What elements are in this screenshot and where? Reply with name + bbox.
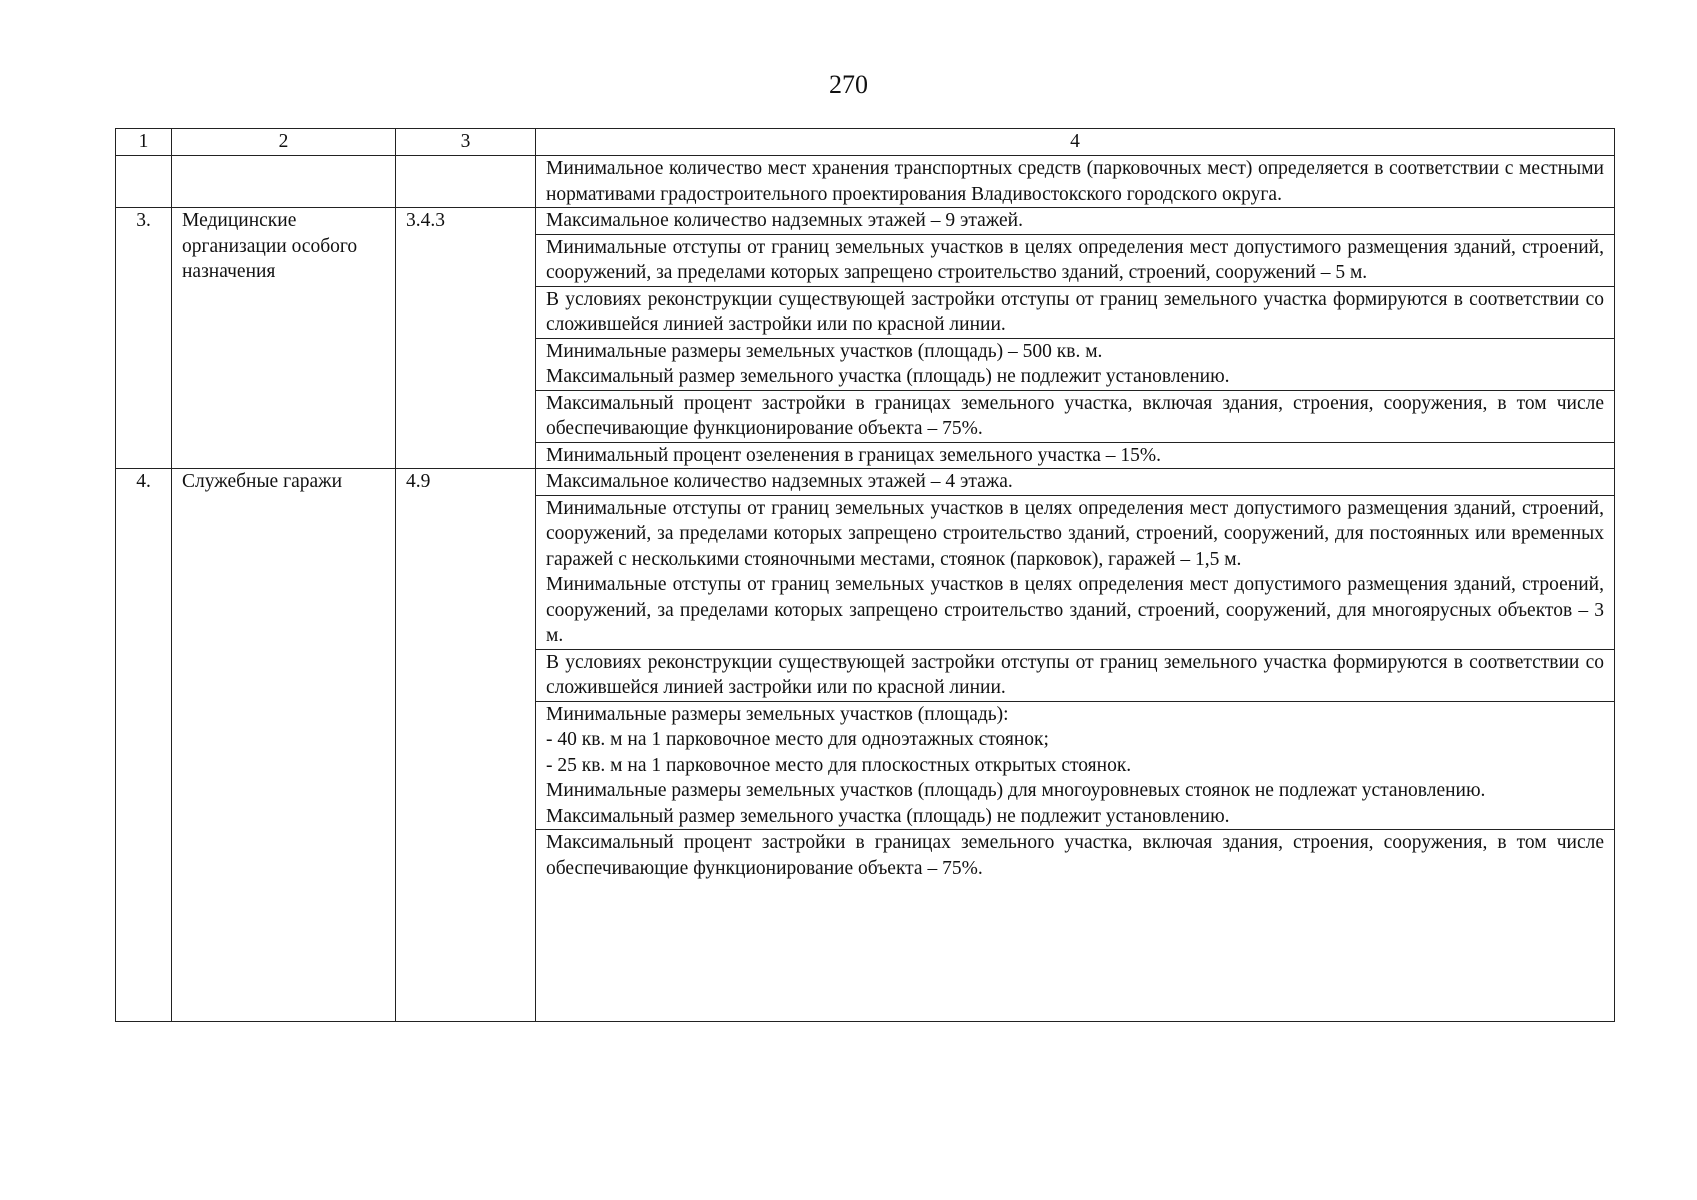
parameter-cell	[536, 208, 1615, 235]
parameter-cell	[536, 390, 1615, 442]
parameter-text: В условиях реконструкции существующей застройки отступы от границ земельного участка формируются в соответствии со сложившейся линией застройки или по красной линии.	[546, 288, 1604, 335]
use-code-cell: 3.4.3	[396, 208, 536, 469]
parameter-text: Максимальный размер земельного участка (площадь) не подлежит установлению.	[546, 805, 1230, 827]
table-row	[116, 469, 1615, 496]
parameter-cell	[536, 649, 1615, 701]
table-row	[116, 156, 1615, 208]
parameter-text: Минимальный процент озеленения в границах земельного участка – 15%.	[546, 444, 1162, 466]
parameter-text: Минимальное количество мест хранения транспортных средств (парковочных мест) определяется в соответствии с местными нормативами градостроительного проектирования Владивостокского городского округа.	[546, 158, 1604, 205]
parameter-cell	[536, 338, 1615, 390]
parameter-text: Максимальное количество надземных этажей – 9 этажей.	[546, 210, 1023, 231]
table-header-row	[116, 129, 1615, 156]
use-name-cell: Медицинские организации особого назначения	[172, 208, 396, 469]
parameter-text: Максимальное количество надземных этажей – 4 этажа.	[546, 471, 1013, 492]
row-group-3	[116, 208, 1615, 469]
parameter-cell	[536, 442, 1615, 469]
parameter-cell	[536, 830, 1615, 882]
use-name-cell: Служебные гаражи	[172, 469, 396, 1022]
parameter-text: Минимальные отступы от границ земельных участков в целях определения мест допустимого размещения зданий, строений, сооружений, за пределами которых запрещено строительство зданий, строений, сооружений – 5 м.	[546, 236, 1604, 283]
parameter-text: - 25 кв. м на 1 парковочное место для плоскостных открытых стоянок.	[546, 754, 1132, 776]
row-number-cell: 3.	[116, 208, 172, 469]
parameter-cell	[536, 234, 1615, 286]
parameter-text: Максимальный размер земельного участка (площадь) не подлежит установлению.	[546, 366, 1230, 387]
use-name-cell	[172, 156, 396, 208]
row-group-4	[116, 469, 1615, 1022]
header-cell: 4	[536, 129, 1615, 156]
regulations-table	[115, 128, 1615, 1022]
parameter-text: Минимальные размеры земельных участков (площадь):	[546, 703, 1009, 725]
header-cell: 1	[116, 129, 172, 156]
parameter-text: Минимальные размеры земельных участков (площадь) – 500 кв. м.	[546, 340, 1103, 362]
parameter-text: Минимальные размеры земельных участков (площадь) для многоуровневых стоянок не подлежат установлению.	[546, 780, 1486, 801]
parameter-text: - 40 кв. м на 1 парковочное место для одноэтажных стоянок;	[546, 729, 1049, 750]
row-number-cell	[116, 156, 172, 208]
use-code-cell: 4.9	[396, 469, 536, 1022]
header-cell: 2	[172, 129, 396, 156]
parameter-text: Минимальные отступы от границ земельных участков в целях определения мест допустимого размещения зданий, строений, сооружений, за пределами которых запрещено строительство зданий, строений, сооружений, для постоянных или временных гаражей с несколькими стояночными местами, стоянок (парковок), гаражей – 1,5 м.	[546, 497, 1604, 570]
parameter-text: Максимальный процент застройки в границах земельного участка, включая здания, строения, сооружения, в том числе обеспечивающие функционирование объекта – 75%.	[546, 392, 1604, 439]
parameter-cell	[536, 156, 1615, 208]
parameter-text: В условиях реконструкции существующей застройки отступы от границ земельного участка формируются в соответствии со сложившейся линией застройки или по красной линии.	[546, 651, 1604, 698]
table-row	[116, 208, 1615, 235]
row-number-cell: 4.	[116, 469, 172, 1022]
page-number: 270	[829, 70, 868, 99]
parameter-text: Минимальные отступы от границ земельных участков в целях определения мест допустимого размещения зданий, строений, сооружений, за пределами которых запрещено строительство зданий, строений, сооружений, для многоярусных объектов – 3 м.	[546, 574, 1604, 646]
parameter-cell	[536, 286, 1615, 338]
header-cell: 3	[396, 129, 536, 156]
parameter-text: Максимальный процент застройки в границах земельного участка, включая здания, строения, сооружения, в том числе обеспечивающие функционирование объекта – 75%.	[546, 832, 1604, 879]
parameter-cell	[536, 469, 1615, 496]
parameter-cell	[536, 495, 1615, 649]
parameter-cell	[536, 701, 1615, 830]
parameter-cell-blank	[536, 881, 1615, 1022]
use-code-cell	[396, 156, 536, 208]
